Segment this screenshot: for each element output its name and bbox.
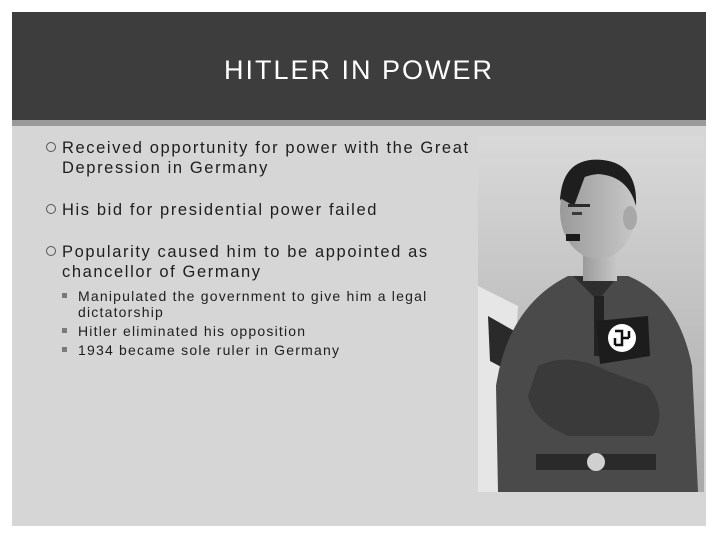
bullet-text: His bid for presidential power failed: [62, 201, 378, 219]
bullet-list: [46, 138, 476, 361]
sub-bullet-item: [60, 342, 476, 358]
circle-bullet-icon: [46, 142, 56, 152]
square-bullet-icon: [62, 293, 67, 298]
sub-bullet-text: Manipulated the government to give him a legal dictatorship: [78, 288, 428, 320]
slide: [12, 12, 706, 526]
bullet-item: [46, 242, 476, 282]
bullet-item: [46, 200, 476, 220]
sub-bullet-text: 1934 became sole ruler in Germany: [78, 342, 341, 358]
square-bullet-icon: [62, 347, 67, 352]
circle-bullet-icon: [46, 246, 56, 256]
portrait-illustration: [478, 136, 704, 492]
circle-bullet-icon: [46, 204, 56, 214]
sub-bullet-item: [60, 323, 476, 339]
portrait-photo: [478, 136, 704, 492]
title-divider: [12, 120, 706, 126]
square-bullet-icon: [62, 328, 67, 333]
slide-title: HITLER IN POWER: [223, 54, 495, 85]
sub-bullet-item: [60, 288, 476, 320]
bullet-item: [46, 138, 476, 178]
title-bar: [12, 12, 706, 120]
sub-bullet-list: [60, 288, 476, 358]
sub-bullet-text: Hitler eliminated his opposition: [78, 323, 307, 339]
bullet-text: Received opportunity for power with the Great Depression in Germany: [62, 139, 470, 177]
bullet-text: Popularity caused him to be appointed as chancellor of Germany: [62, 243, 429, 281]
